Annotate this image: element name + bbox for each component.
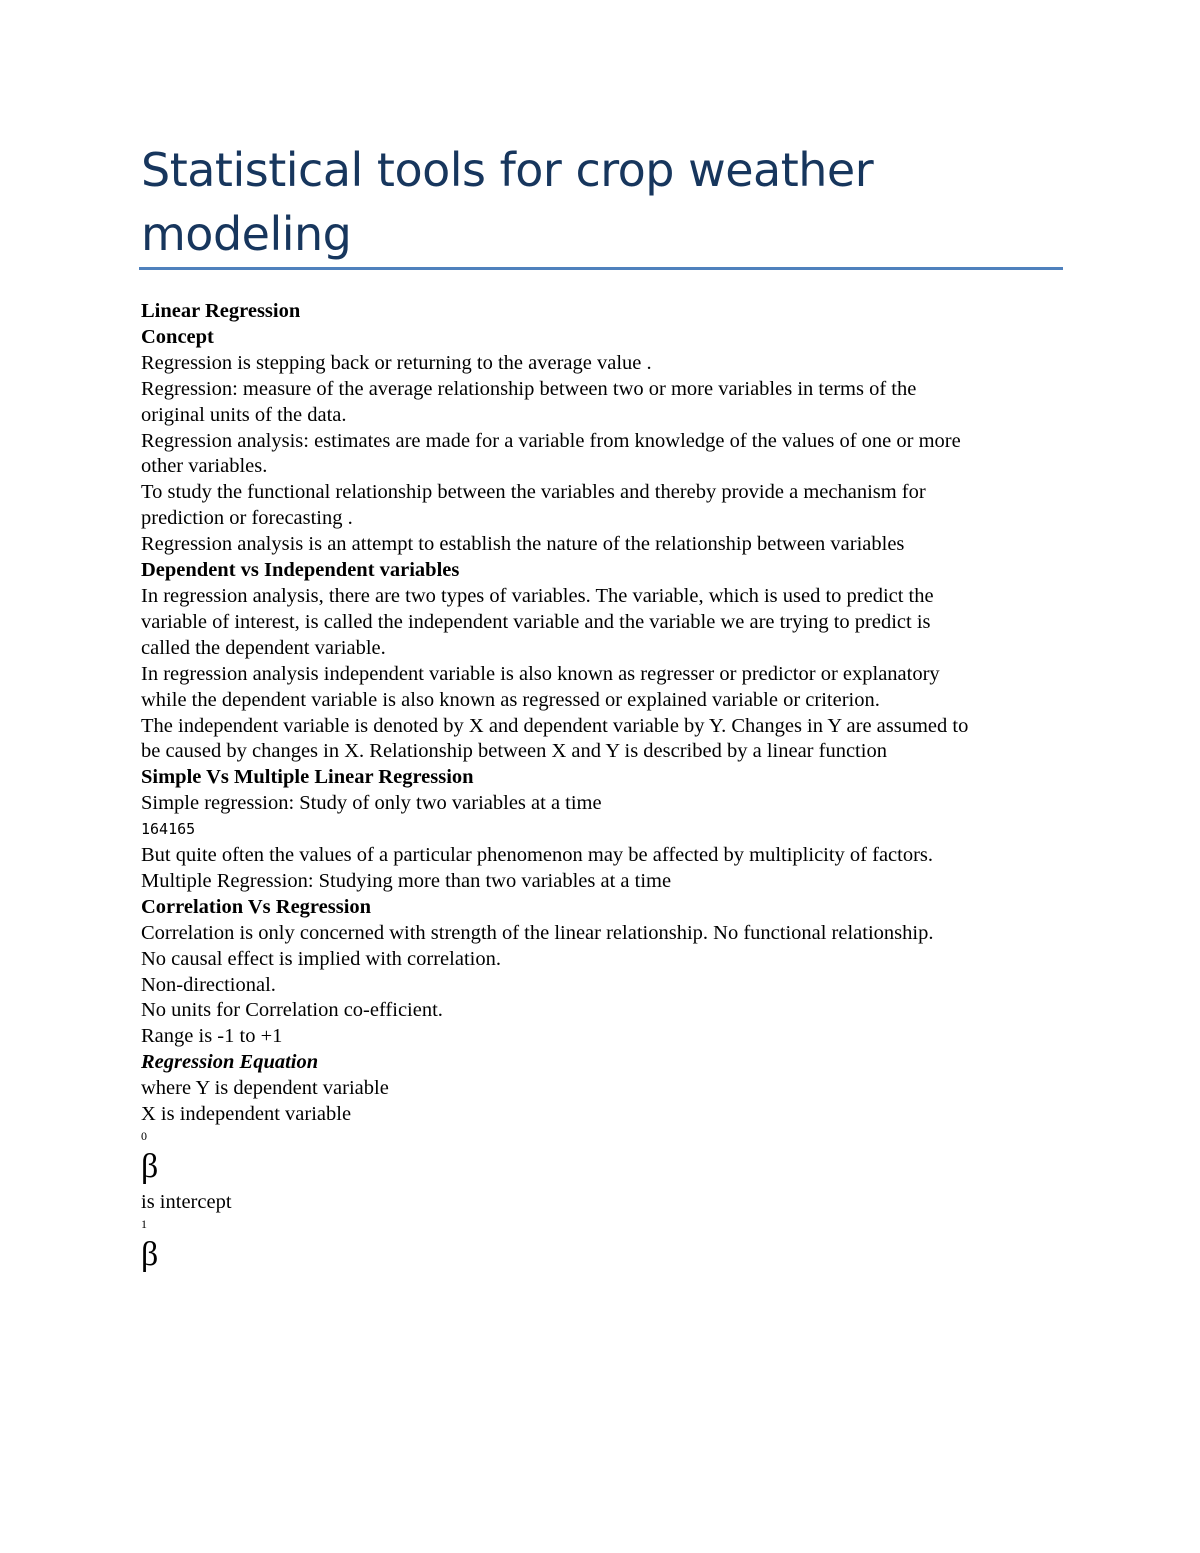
beta-symbol: β: [141, 1148, 159, 1185]
heading-concept: Concept: [141, 325, 214, 348]
heading-correlation-vs-regression: Correlation Vs Regression: [141, 895, 372, 918]
paragraph: Regression analysis is an attempt to establish the nature of the relationship between variables: [141, 533, 905, 556]
subscript-one: 1: [141, 1216, 147, 1231]
paragraph: In regression analysis, there are two types of variables. The variable, which is used to predict the variable of interest, is called the independent variable and the variable we are trying to predict is called the dependent variable.: [141, 584, 934, 659]
title-divider: [139, 267, 1063, 270]
paragraph: Multiple Regression: Studying more than two variables at a time: [141, 869, 672, 892]
heading-regression-equation: Regression Equation: [141, 1051, 319, 1074]
paragraph: The independent variable is denoted by X and dependent variable by Y. Changes in Y are assumed to be caused by changes in X. Relationship between X and Y is described by a linear function: [141, 714, 969, 763]
paragraph: No causal effect is implied with correlation.: [141, 947, 501, 970]
code-number: 164165: [141, 820, 196, 839]
paragraph: But quite often the values of a particular phenomenon may be affected by multiplicity of factors.: [141, 844, 934, 867]
subscript-zero: 0: [141, 1129, 147, 1143]
page-title: Statistical tools for crop weather modeling: [141, 143, 874, 261]
paragraph: In regression analysis independent variable is also known as regresser or predictor or explanatory while the dependent variable is also known as regressed or explained variable or criterion.: [141, 662, 940, 711]
paragraph: X is independent variable: [141, 1103, 352, 1126]
paragraph: To study the functional relationship between the variables and thereby provide a mechanism for prediction or forecasting .: [141, 481, 926, 530]
paragraph: Regression analysis: estimates are made for a variable from knowledge of the values of one or more other variables.: [141, 429, 961, 478]
paragraph: No units for Correlation co-efficient.: [141, 999, 443, 1022]
paragraph: Regression is stepping back or returning to the average value .: [141, 351, 652, 374]
beta-symbol: β: [141, 1235, 159, 1273]
heading-simple-vs-multiple: Simple Vs Multiple Linear Regression: [141, 766, 474, 789]
paragraph: Correlation is only concerned with strength of the linear relationship. No functional relationship.: [141, 921, 934, 944]
paragraph: Regression: measure of the average relationship between two or more variables in terms of the original units of the data.: [141, 377, 917, 426]
heading-linear-regression: Linear Regression: [141, 300, 301, 322]
paragraph: Non-directional.: [141, 973, 276, 996]
paragraph: is intercept: [141, 1191, 232, 1213]
paragraph: Range is -1 to +1: [141, 1025, 283, 1048]
paragraph: Simple regression: Study of only two variables at a time: [141, 792, 602, 815]
heading-dependent-vs-independent: Dependent vs Independent variables: [141, 559, 460, 582]
paragraph: where Y is dependent variable: [141, 1077, 389, 1100]
document-body: [141, 299, 971, 1274]
